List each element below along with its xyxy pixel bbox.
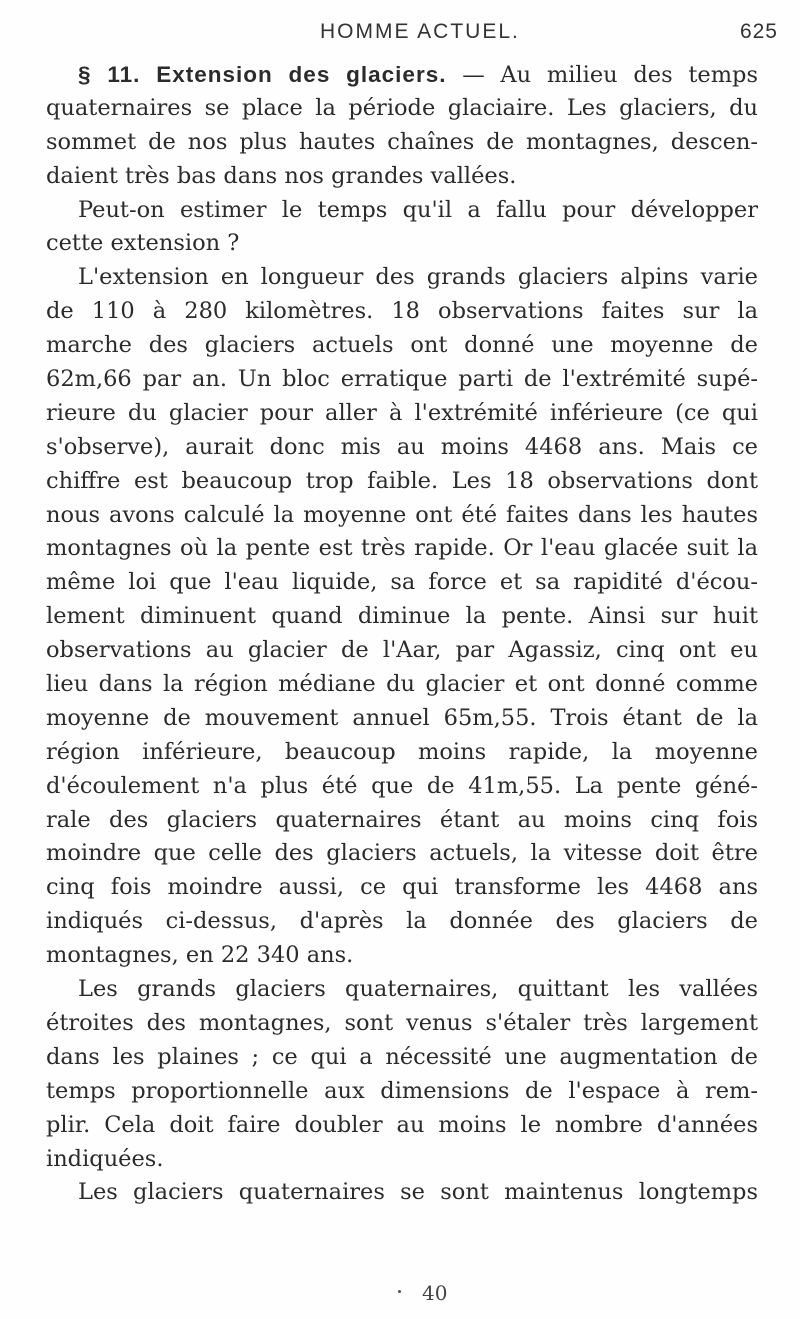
running-head-title: HOMME ACTUEL. [320,20,520,43]
printer-mark-dot [398,1290,401,1293]
text-line: daient très bas dans nos grandes vallées. [46,162,517,189]
text-line: lieu dans la région médiane du glacier et ont donné comme [46,671,758,698]
signature-mark: 40 [422,1281,448,1305]
text-line: Les glaciers quaternaires se sont maintenus longtemps [78,1179,758,1206]
text-line: rale des glaciers quaternaires étant au moins cinq fois [46,806,758,833]
text-line: rieure du glacier pour aller à l'extrémité inférieure (ce qui [46,399,758,426]
text-line: sommet de nos plus hautes chaînes de montagnes, descen- [46,128,758,155]
text-line: marche des glaciers actuels ont donné une moyenne de [46,332,758,359]
text-line: dans les plaines ; ce qui a nécessité une augmentation de [46,1043,758,1070]
text-line: d'écoulement n'a plus été que de 41m,55. La pente géné- [46,772,758,799]
text-line: étroites des montagnes, sont venus s'étaler très largement [46,1009,758,1036]
running-head [0,20,800,46]
text-line: temps proportionnelle aux dimensions de l'espace à rem- [46,1077,758,1104]
text-line: de 110 à 280 kilomètres. 18 observations faites sur la [46,298,758,325]
section-heading: § 11. Extension des glaciers. [78,62,447,87]
text-line: quaternaires se place la période glaciaire. Les glaciers, du [46,94,758,121]
text-line: moyenne de mouvement annuel 65m,55. Trois étant de la [46,704,758,731]
text-line: L'extension en longueur des grands glaciers alpins varie [78,264,758,291]
text-line: montagnes, en 22 340 ans. [46,942,354,969]
text-line: même loi que l'eau liquide, sa force et sa rapidité d'écou- [46,569,758,596]
text-line: observations au glacier de l'Aar, par Agassiz, cinq ont eu [46,637,758,664]
text-line: 62m,66 par an. Un bloc erratique parti de l'extrémité supé- [46,366,758,393]
text-line: plir. Cela doit faire doubler au moins le nombre d'années [46,1111,758,1138]
text-line: s'observe), aurait donc mis au moins 4468 ans. Mais ce [46,433,758,460]
text-line: moindre que celle des glaciers actuels, la vitesse doit être [46,840,758,867]
text-line: indiquées. [46,1145,164,1172]
section-heading-line [46,58,758,92]
text-line: montagnes où la pente est très rapide. Or l'eau glacée suit la [46,535,758,562]
page-number: 625 [739,20,778,43]
text-line: région inférieure, beaucoup moins rapide, la moyenne [46,738,758,765]
text-line: cette extension ? [46,230,240,257]
text-line: nous avons calculé la moyenne ont été faites dans les hautes [46,501,758,528]
text-line: indiqués ci-dessus, d'après la donnée des glaciers de [46,908,758,935]
text-line: Peut-on estimer le temps qu'il a fallu pour développer [78,196,758,223]
text-line: cinq fois moindre aussi, ce qui transforme les 4468 ans [46,874,758,901]
text-line: lement diminuent quand diminue la pente. Ainsi sur huit [46,603,758,630]
text-line: Les grands glaciers quaternaires, quittant les vallées [78,976,758,1003]
body-text [46,58,758,1210]
text-line: chiffre est beaucoup trop faible. Les 18 observations dont [46,467,758,494]
section-lead-text: — Au milieu des temps [446,62,758,88]
